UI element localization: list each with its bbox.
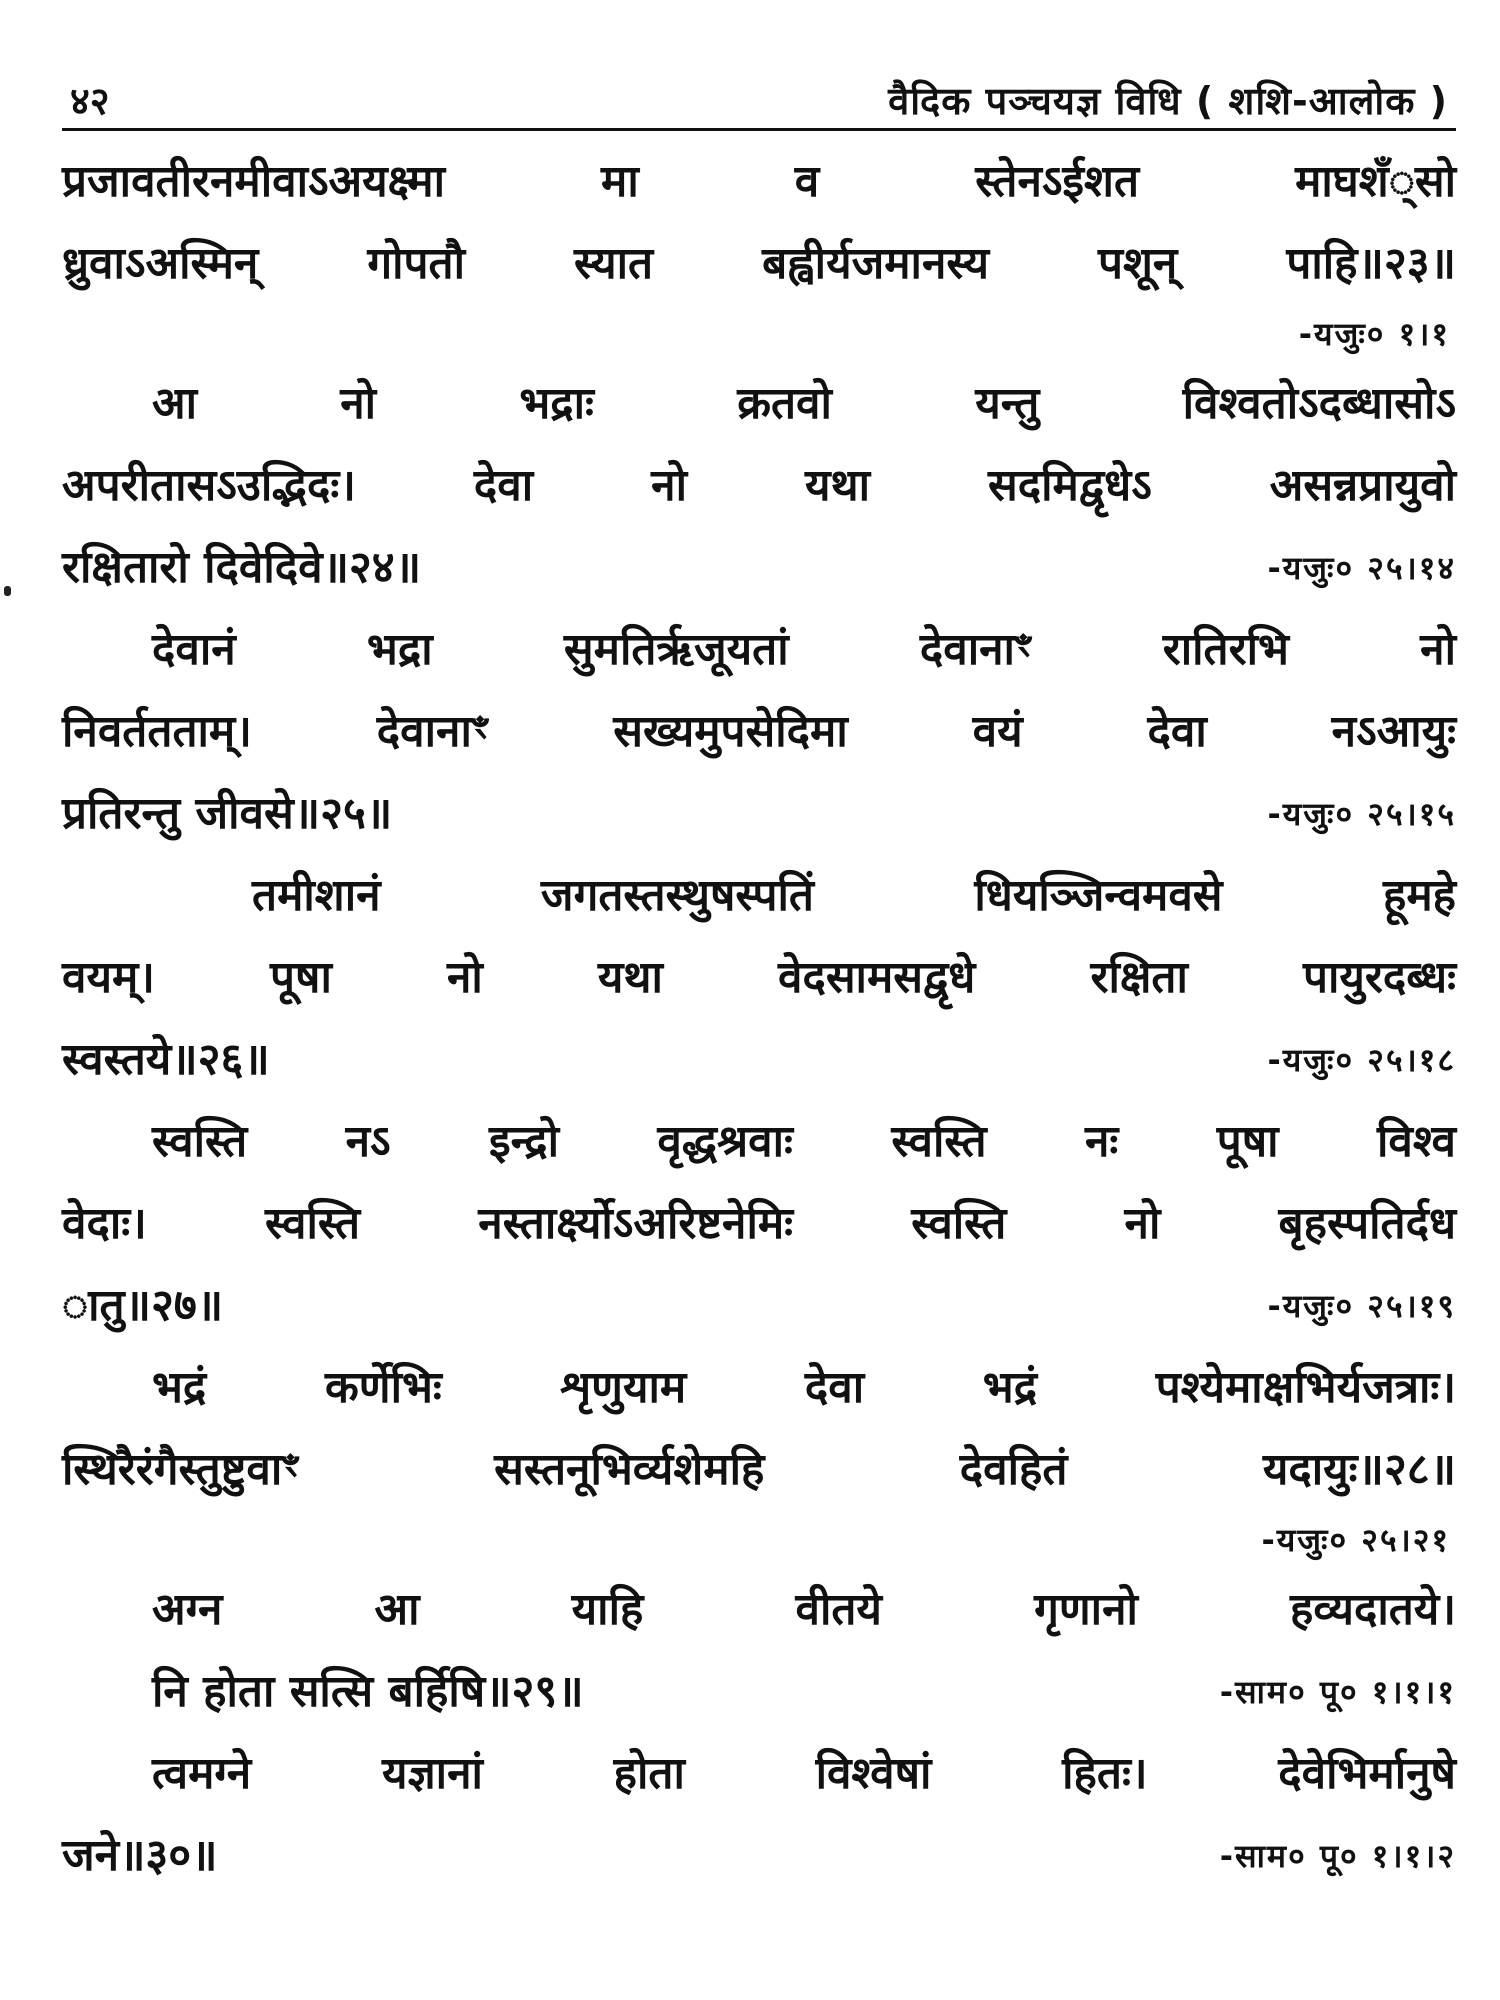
verse-23 bbox=[62, 141, 1456, 363]
verse-line: ातु॥२७॥ bbox=[62, 1280, 224, 1331]
verse-reference: -यजुः० २५।१४ bbox=[1267, 549, 1456, 587]
verse-line: भद्रं कर्णेभिः शृणुयाम देवा भद्रं पश्येमाक्षभिर्यजत्राः। bbox=[152, 1362, 1456, 1413]
book-page bbox=[62, 58, 1456, 1958]
verse-reference: -साम० पू० १।१।१ bbox=[1219, 1673, 1456, 1711]
verse-reference: -यजुः० २५।२१ bbox=[1261, 1521, 1450, 1559]
verse-29 bbox=[62, 1569, 1456, 1733]
verse-line: स्वस्ति नऽ इन्द्रो वृद्धश्रवाः स्वस्ति नः पूषा विश्व bbox=[152, 1116, 1456, 1167]
page-number: ४२ bbox=[70, 79, 110, 123]
verse-reference: -साम० पू० १।१।२ bbox=[1219, 1837, 1456, 1875]
verse-reference: -यजुः० २५।१८ bbox=[1267, 1041, 1456, 1079]
verse-line: निवर्ततताम्। देवानाꣳ सख्यमुपसेदिमा वयं देवा नऽआयुः bbox=[62, 706, 1456, 757]
verse-line: त्वमग्ने यज्ञानां होता विश्वेषां हितः। देवेभिर्मानुषे bbox=[152, 1748, 1456, 1799]
verse-line: देवानं भद्रा सुमतिर्ऋजूयतां देवानाꣳ रातिरभि नो bbox=[152, 624, 1456, 675]
verse-24 bbox=[62, 363, 1456, 609]
verse-27 bbox=[62, 1101, 1456, 1347]
verse-line: जने॥३०॥ bbox=[62, 1830, 218, 1881]
verse-line: आ नो भद्राः क्रतवो यन्तु विश्वतोऽदब्धासोऽ bbox=[152, 378, 1456, 429]
verse-25 bbox=[62, 609, 1456, 855]
verse-line: अग्न आ याहि वीतये गृणानो हव्यदातये। bbox=[152, 1584, 1456, 1635]
verse-line: प्रतिरन्तु जीवसे॥२५॥ bbox=[62, 788, 393, 839]
running-title: वैदिक पञ्चयज्ञ विधि ( शशि-आलोक ) bbox=[888, 79, 1448, 123]
verse-line: अपरीतासऽउद्भिदः। देवा नो यथा सदमिद्वृधेऽ असन्नप्रायुवो bbox=[62, 460, 1456, 511]
verse-line: वेदाः। स्वस्ति नस्तार्क्ष्योऽअरिष्टनेमिः स्वस्ति नो बृहस्पतिर्दध bbox=[62, 1198, 1456, 1249]
verse-line: वयम्। पूषा नो यथा वेदसामसद्वृधे रक्षिता पायुरदब्धः bbox=[62, 952, 1456, 1003]
verse-reference: -यजुः० २५।१५ bbox=[1267, 795, 1456, 833]
verse-reference: -यजुः० १।१ bbox=[1298, 315, 1450, 353]
margin-speck bbox=[4, 586, 11, 596]
verse-line: स्वस्तये॥२६॥ bbox=[62, 1034, 270, 1085]
verse-26 bbox=[62, 855, 1456, 1101]
verse-line: रक्षितारो दिवेदिवे॥२४॥ bbox=[62, 542, 422, 593]
verse-line: स्थिरैरंगैस्तुष्टुवाꣳ सस्तनूभिर्व्यशेमहि देवहितं यदायुः॥२८॥ bbox=[62, 1444, 1456, 1495]
verse-line: नि होता सत्सि बर्हिषि॥२९॥ bbox=[152, 1666, 584, 1717]
page-header bbox=[62, 58, 1456, 131]
verse-reference: -यजुः० २५।१९ bbox=[1267, 1287, 1456, 1325]
verse-line: ध्रुवाऽअस्मिन् गोपतौ स्यात बह्वीर्यजमानस्य पशून् पाहि॥२३॥ bbox=[62, 238, 1456, 289]
verse-30 bbox=[62, 1733, 1456, 1897]
verse-line: प्रजावतीरनमीवाऽअयक्ष्मा मा व स्तेनऽईशत माघशँ्सो bbox=[62, 156, 1456, 207]
verse-line: तमीशानं जगतस्तस्थुषस्पतिं धियञ्जिन्वमवसे हूमहे bbox=[252, 870, 1456, 921]
verse-28 bbox=[62, 1347, 1456, 1569]
